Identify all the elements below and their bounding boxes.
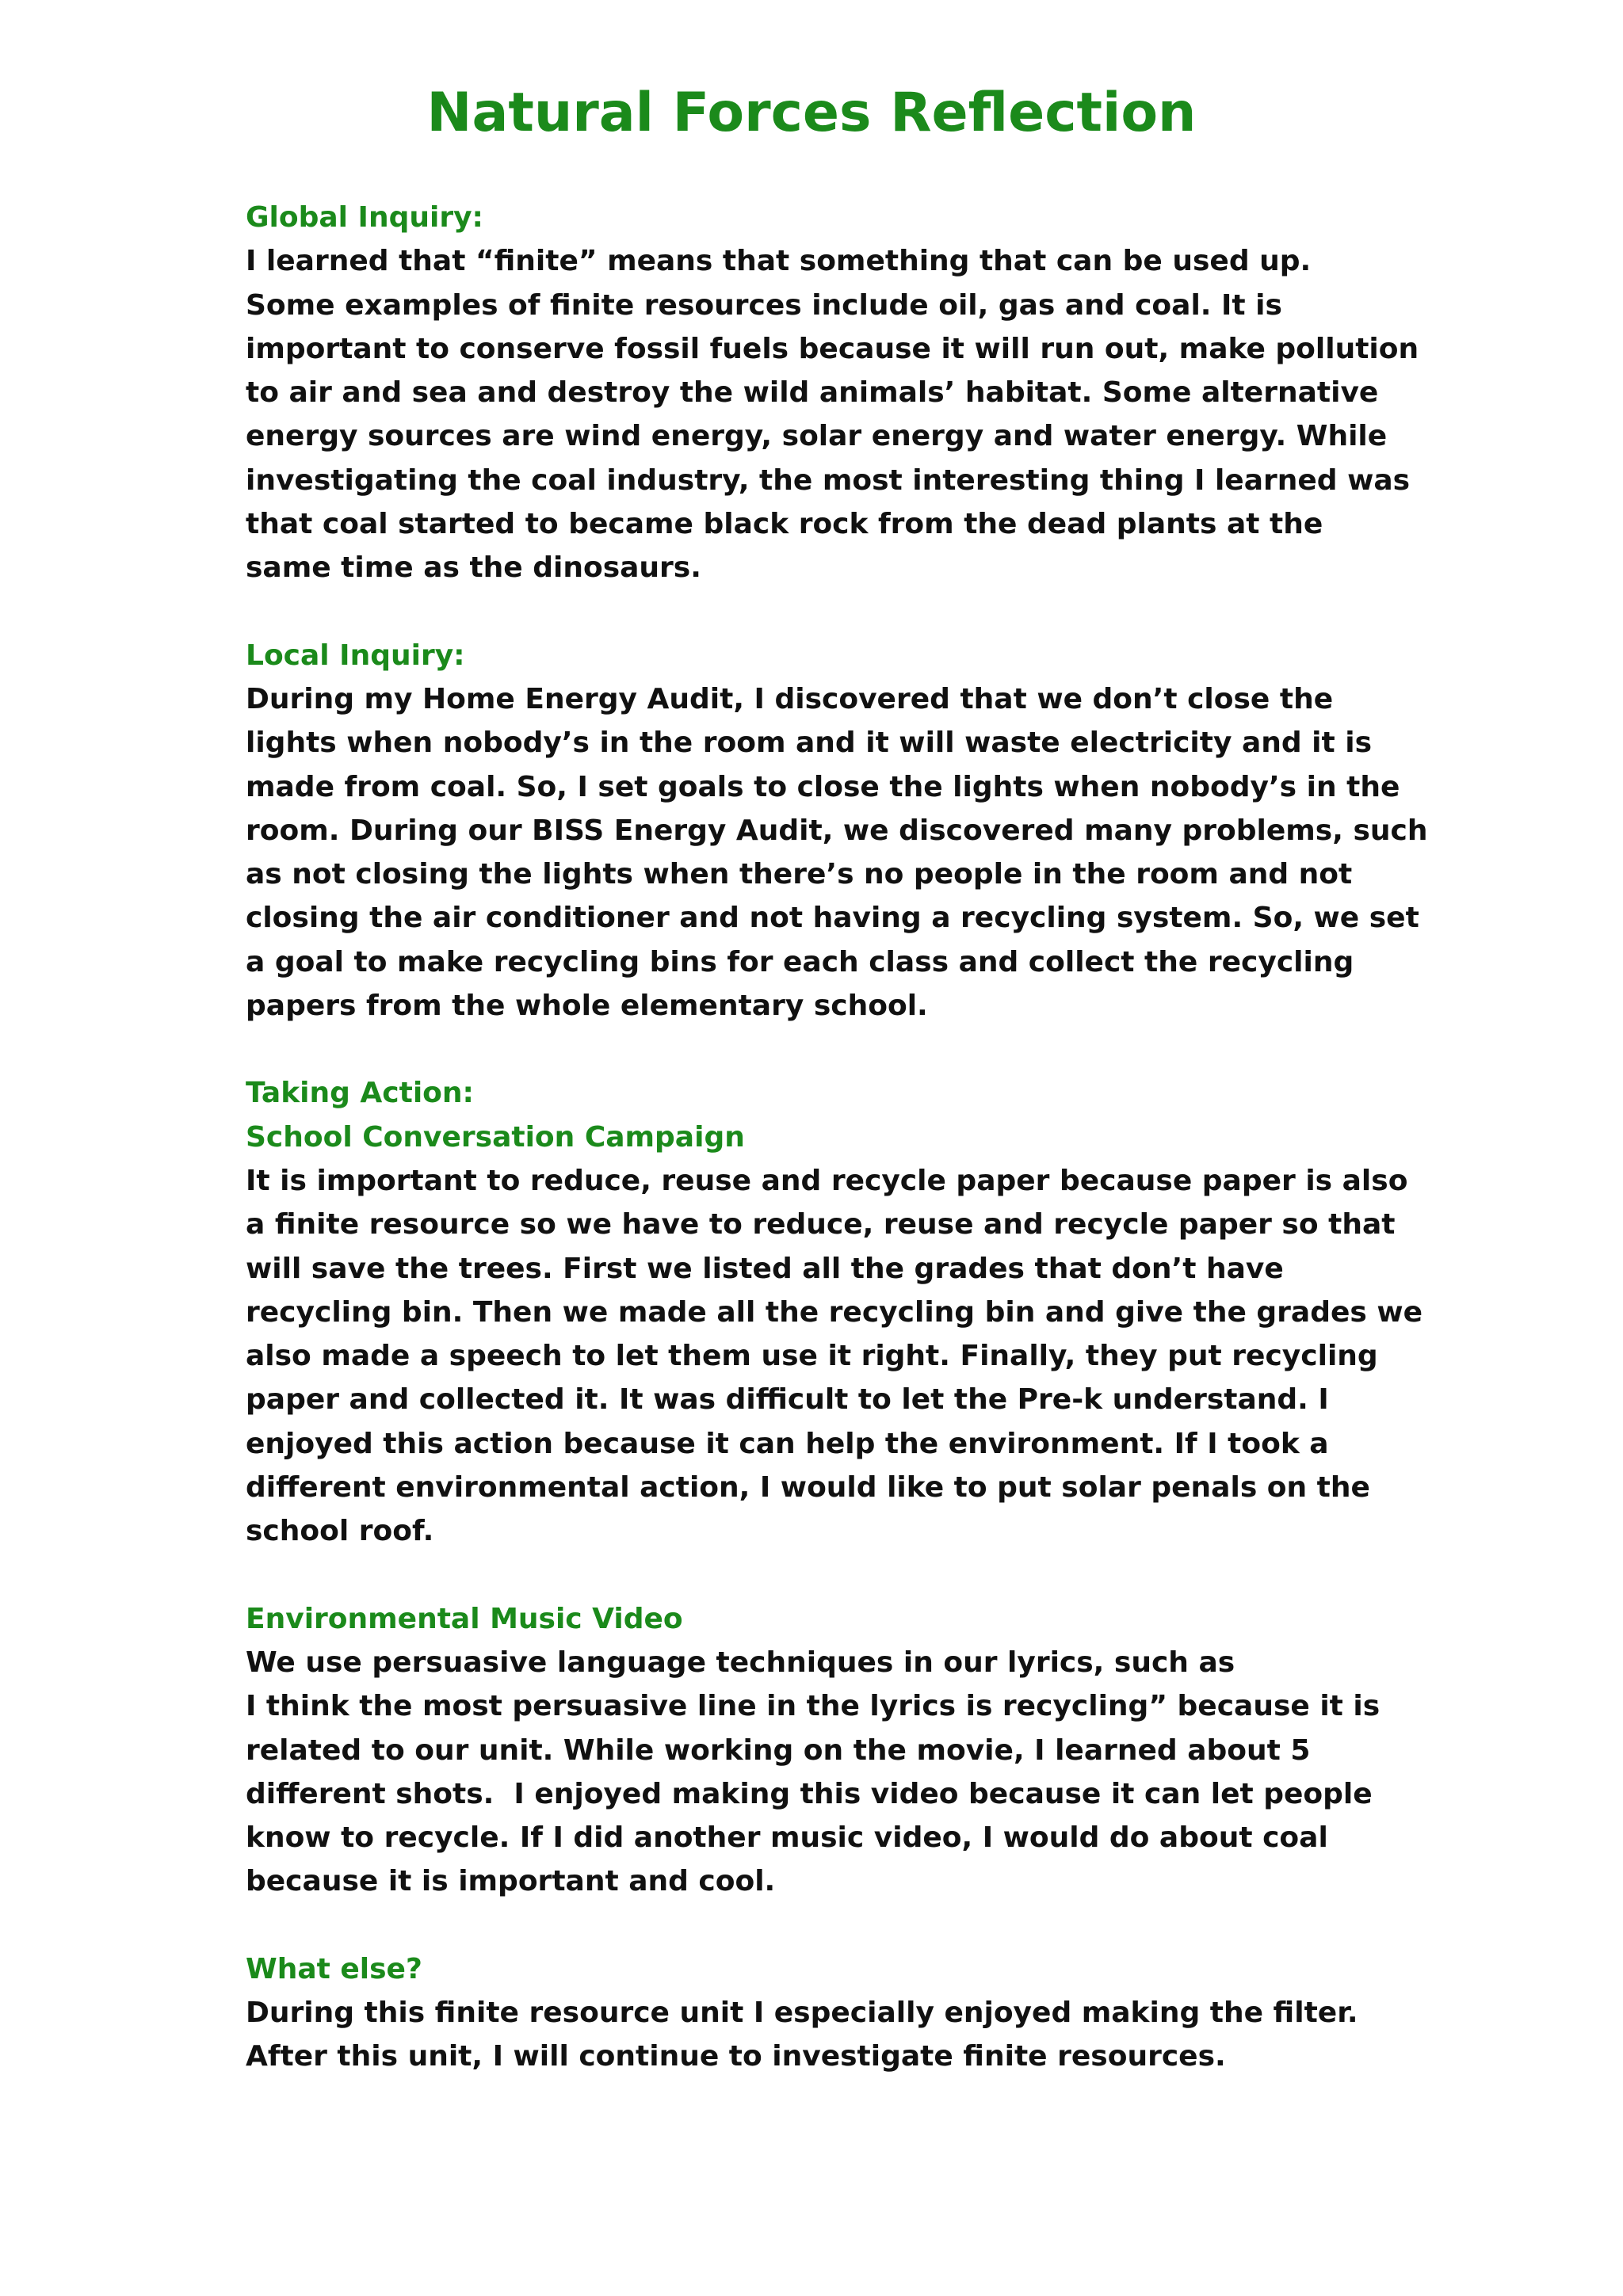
paragraph-line: It is important to reduce, reuse and recycle paper because paper is also xyxy=(246,1164,1408,1197)
paragraph-line: different environmental action, I would like to put solar penals on the xyxy=(246,1471,1370,1505)
paragraph-line: a goal to make recycling bins for each class and collect the recycling xyxy=(246,945,1354,978)
paragraph-line: lights when nobody’s in the room and it will waste electricity and it is xyxy=(246,727,1373,760)
section-music-video xyxy=(246,1597,1403,1904)
paragraph-line: During this finite resource unit I especially enjoyed making the filter. xyxy=(246,1996,1358,2029)
section-heading: Taking Action: xyxy=(246,1077,474,1110)
paragraph-line: same time as the dinosaurs. xyxy=(246,551,701,585)
paragraph-line: related to our unit. While working on the movie, I learned about 5 xyxy=(246,1733,1311,1767)
paragraph-line: investigating the coal industry, the most interesting thing I learned was xyxy=(246,463,1411,497)
section-taking-action xyxy=(246,1071,1423,1553)
section-heading: What else? xyxy=(246,1952,422,1985)
paragraph-line: enjoyed this action because it can help the environment. If I took a xyxy=(246,1427,1329,1460)
document-body xyxy=(246,196,1428,2122)
paragraph-line: as not closing the lights when there’s no people in the room and not xyxy=(246,858,1353,891)
paragraph-line: also made a speech to let them use it right. Finally, they put recycling xyxy=(246,1340,1378,1373)
paragraph-line: because it is important and cool. xyxy=(246,1865,776,1898)
paragraph-line: I learned that “finite” means that something that can be used up. xyxy=(246,245,1312,278)
paragraph-line: During my Home Energy Audit, I discovered that we don’t close the xyxy=(246,682,1334,715)
paragraph-line: paper and collected it. It was difficult to let the Pre-k understand. I xyxy=(246,1383,1329,1417)
page-title: Natural Forces Reflection xyxy=(426,82,1197,144)
paragraph-line: that coal started to became black rock from the dead plants at the xyxy=(246,508,1323,541)
section-heading: Environmental Music Video xyxy=(246,1602,683,1635)
paragraph-line: will save the trees. First we listed all the grades that don’t have xyxy=(246,1252,1284,1285)
paragraph-line: Some examples of finite resources include oil, gas and coal. It is xyxy=(246,288,1282,322)
paragraph-line: I think the most persuasive line in the lyrics is recycling” because it is xyxy=(246,1690,1381,1723)
paragraph-line: We use persuasive language techniques in our lyrics, such as xyxy=(246,1646,1235,1679)
paragraph-line: papers from the whole elementary school. xyxy=(246,990,928,1023)
paragraph-line: room. During our BISS Energy Audit, we discovered many problems, such xyxy=(246,814,1428,847)
paragraph-line: recycling bin. Then we made all the recycling bin and give the grades we xyxy=(246,1295,1423,1329)
paragraph-line: know to recycle. If I did another music video, I would do about coal xyxy=(246,1821,1328,1855)
paragraph-line: different shots. I enjoyed making this video because it can let people xyxy=(246,1777,1373,1810)
section-global-inquiry xyxy=(246,196,1419,590)
paragraph-line: a finite resource so we have to reduce, reuse and recycle paper so that xyxy=(246,1208,1396,1241)
paragraph-line: closing the air conditioner and not having a recycling system. So, we set xyxy=(246,902,1419,935)
section-subheading: School Conversation Campaign xyxy=(246,1120,745,1154)
section-what-else xyxy=(246,1947,1403,2079)
section-heading: Local Inquiry: xyxy=(246,639,465,672)
paragraph-line: made from coal. So, I set goals to close the lights when nobody’s in the xyxy=(246,770,1400,803)
paragraph-line: to air and sea and destroy the wild animals’ habitat. Some alternative xyxy=(246,376,1379,410)
paragraph-line: important to conserve fossil fuels because it will run out, make pollution xyxy=(246,332,1419,365)
paragraph-line: energy sources are wind energy, solar energy and water energy. While xyxy=(246,420,1388,453)
section-local-inquiry xyxy=(246,634,1428,1028)
section-heading: Global Inquiry: xyxy=(246,201,483,234)
paragraph-line: school roof. xyxy=(246,1515,434,1548)
paragraph-line: After this unit, I will continue to investigate finite resources. xyxy=(246,2040,1226,2073)
